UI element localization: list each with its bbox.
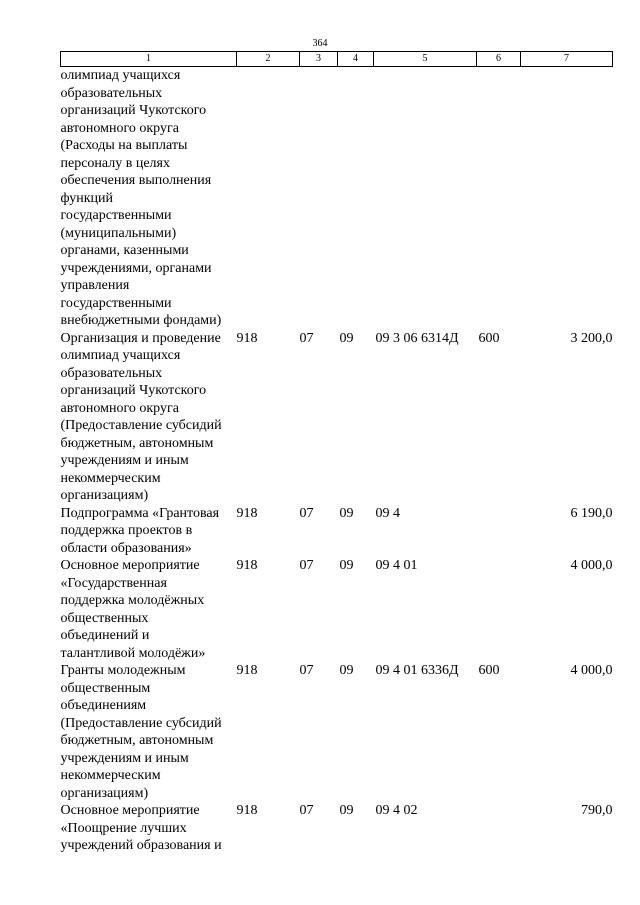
cell-name [61, 330, 237, 505]
cell-grbs: 918 [236, 330, 258, 346]
cell-name-line: Организация и проведение [60, 330, 221, 346]
cell-name-line: учреждениями, органами [60, 260, 212, 276]
cell-name-line: олимпиад учащихся [60, 348, 181, 363]
cell-name-line: Гранты молодежным [60, 663, 186, 678]
cell-grbs: 918 [236, 505, 258, 521]
cell-name [61, 662, 237, 802]
cell-grbs: 918 [236, 558, 258, 573]
cell-name [61, 67, 237, 330]
cell-amount [521, 67, 613, 330]
column-header-section: 3 [300, 52, 338, 67]
cell-name-line: (Предоставление субсидий [60, 418, 222, 433]
cell-expense-type: 600 [478, 663, 500, 678]
cell-name-line: организаций Чукотского [60, 383, 207, 398]
page-number: 364 [312, 38, 328, 49]
column-header-expense-type: 6 [477, 52, 521, 67]
cell-expense-type [477, 505, 521, 558]
cell-subsection: 09 [339, 505, 354, 521]
cell-name-line: государственными [60, 295, 172, 311]
column-header-grbs: 2 [237, 52, 300, 67]
cell-expense-type [477, 557, 521, 662]
cell-name-line: некоммерческим [60, 768, 161, 783]
cell-name-line: общественным [60, 680, 151, 696]
cell-name-line: бюджетным, автономным [60, 733, 214, 748]
header-row [61, 52, 613, 67]
cell-section: 07 [299, 558, 314, 573]
cell-expense-type: 600 [478, 330, 500, 346]
table-row [61, 330, 613, 505]
table-body [61, 67, 613, 855]
cell-name-line: внебюджетными фондами) [60, 313, 222, 328]
cell-section: 07 [299, 330, 314, 346]
cell-name-line: органами, казенными [60, 243, 189, 258]
cell-name-line: функций [60, 190, 113, 206]
cell-amount: 790,0 [581, 803, 613, 818]
cell-name-line: обеспечения выполнения [60, 173, 212, 188]
table-row [61, 67, 613, 330]
cell-grbs [237, 67, 300, 330]
cell-target-article: 09 3 06 6314Д [375, 330, 459, 346]
cell-name-line: Основное мероприятие [60, 558, 200, 573]
table-row [61, 662, 613, 802]
cell-subsection: 09 [339, 663, 354, 678]
cell-name-line: организациям) [60, 785, 149, 801]
cell-name [61, 802, 237, 855]
cell-subsection [338, 67, 374, 330]
cell-subsection: 09 [339, 558, 354, 573]
cell-name-line: государственными [60, 208, 172, 223]
cell-section: 07 [299, 663, 314, 678]
budget-table [60, 51, 613, 855]
cell-target-article: 09 4 [375, 505, 400, 521]
cell-name-line: олимпиад учащихся [60, 68, 181, 83]
cell-name-line: талантливой молодёжи» [60, 645, 206, 661]
table-row [61, 557, 613, 662]
table-header [61, 52, 613, 67]
cell-name-line: (муниципальными) [60, 225, 177, 241]
cell-target-article: 09 4 01 [375, 558, 418, 573]
cell-section [300, 67, 338, 330]
cell-name-line: учреждениям и иным [60, 750, 189, 766]
cell-name-line: объединений и [60, 628, 150, 643]
cell-amount: 3 200,0 [570, 330, 613, 346]
cell-subsection: 09 [339, 803, 354, 818]
column-header-target-article: 5 [374, 52, 477, 67]
cell-name-line: «Поощрение лучших [60, 820, 187, 836]
cell-name-line: автономного округа [60, 400, 179, 416]
cell-name-line: учреждений образования и [60, 838, 222, 853]
cell-target-article [374, 67, 477, 330]
cell-expense-type [477, 802, 521, 855]
cell-section: 07 [299, 505, 314, 521]
cell-name [61, 557, 237, 662]
cell-name-line: образовательных [60, 85, 163, 101]
cell-grbs: 918 [236, 663, 258, 678]
cell-name-line: персоналу в целях [60, 155, 170, 171]
cell-name-line: Основное мероприятие [60, 803, 200, 818]
cell-section: 07 [299, 803, 314, 818]
cell-grbs: 918 [236, 803, 258, 818]
cell-name-line: учреждениям и иным [60, 453, 189, 468]
cell-name-line: некоммерческим [60, 470, 161, 486]
column-header-subsection: 4 [338, 52, 374, 67]
cell-name-line: поддержка проектов в [60, 523, 193, 538]
cell-target-article: 09 4 01 6336Д [375, 663, 459, 678]
cell-name-line: организациям) [60, 488, 149, 503]
table-row [61, 505, 613, 558]
cell-name-line: автономного округа [60, 120, 179, 136]
cell-name-line: Подпрограмма «Грантовая [60, 505, 220, 521]
cell-name-line: общественных [60, 610, 149, 626]
cell-name-line: (Предоставление субсидий [60, 715, 222, 731]
cell-name-line: «Государственная [60, 575, 167, 591]
cell-name-line: (Расходы на выплаты [60, 138, 188, 153]
cell-name-line: бюджетным, автономным [60, 435, 214, 451]
column-header-amount: 7 [521, 52, 613, 67]
cell-name-line: объединениям [60, 698, 147, 713]
table-row [61, 802, 613, 855]
cell-name-line: управления [60, 278, 130, 293]
cell-subsection: 09 [339, 330, 354, 346]
cell-amount: 4 000,0 [570, 558, 613, 573]
column-header-name: 1 [61, 52, 237, 67]
cell-name-line: поддержка молодёжных [60, 593, 205, 608]
cell-amount: 4 000,0 [570, 663, 613, 678]
cell-name-line: организаций Чукотского [60, 103, 207, 118]
cell-name-line: области образования» [60, 540, 192, 556]
cell-amount: 6 190,0 [570, 505, 613, 521]
cell-name-line: образовательных [60, 365, 163, 381]
cell-expense-type [477, 67, 521, 330]
cell-target-article: 09 4 02 [375, 803, 418, 818]
cell-name [61, 505, 237, 558]
